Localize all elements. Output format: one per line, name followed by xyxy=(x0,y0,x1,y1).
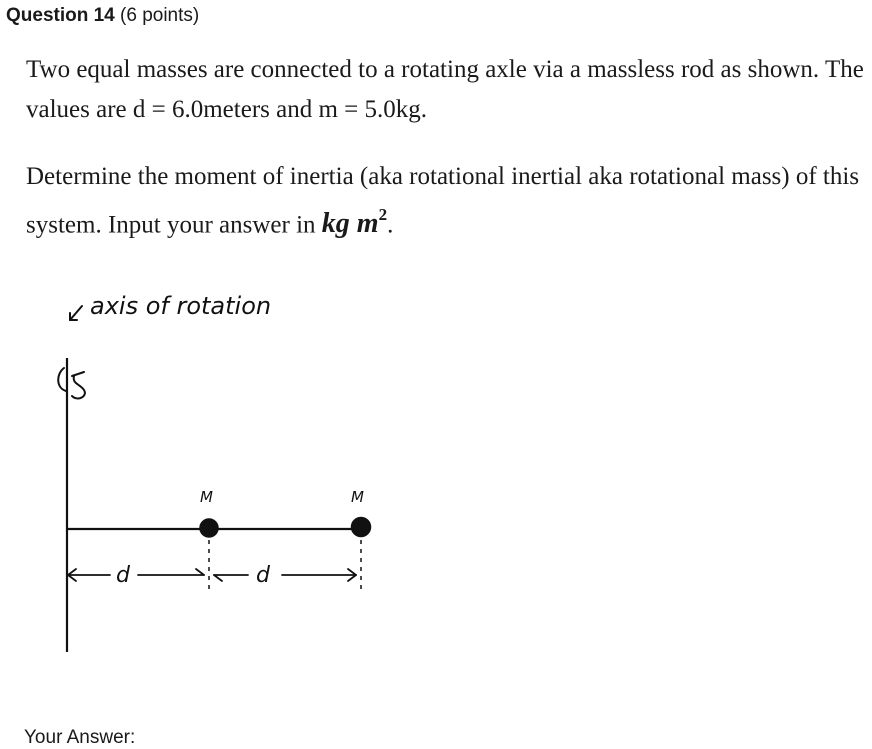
distance-label-1: d xyxy=(116,563,130,588)
unit-exponent: 2 xyxy=(378,205,388,224)
axis-of-rotation-label: axis of rotation xyxy=(90,292,272,320)
axis-pointer-arrow-icon xyxy=(70,306,82,320)
prompt-paragraph-2-end: . xyxy=(387,211,394,239)
unit-kg-m2 xyxy=(321,205,388,240)
your-answer-label: Your Answer: xyxy=(24,727,136,748)
rotation-direction-icon xyxy=(58,368,85,398)
question-points: (6 points) xyxy=(120,5,200,26)
prompt-paragraph-1: Two equal masses are connected to a rotating axle via a massless rod as shown. The values are d = 6.0meters and m = 5.0kg. xyxy=(26,56,864,123)
diagram-svg xyxy=(20,280,420,670)
mass-1-label: M xyxy=(200,488,213,506)
prompt-paragraph-2-text: Determine the moment of inertia (aka rotational inertial aka rotational mass) of this system. Input your answer in xyxy=(26,163,860,239)
distance-label-2: d xyxy=(256,563,270,588)
unit-base: kg m xyxy=(321,208,379,240)
mass-1 xyxy=(200,519,218,537)
question-header xyxy=(6,3,199,29)
rotating-masses-diagram xyxy=(20,280,420,670)
distance-arrows xyxy=(68,569,356,581)
mass-2 xyxy=(352,518,371,537)
question-title: Question 14 xyxy=(6,5,115,26)
mass-2-label: M xyxy=(351,488,364,506)
prompt-paragraph-2 xyxy=(26,157,872,245)
